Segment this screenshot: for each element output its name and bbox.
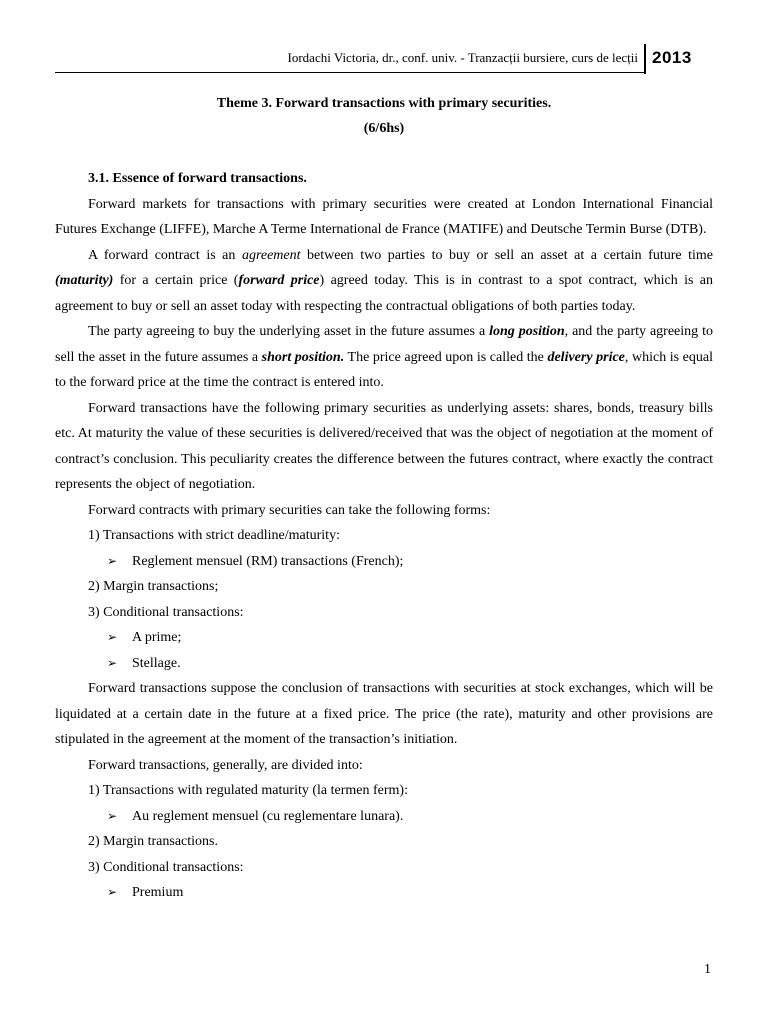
section-heading: 3.1. Essence of forward transactions. <box>88 171 307 186</box>
arrow-bullet-icon: ➢ <box>107 808 118 823</box>
running-title: Iordachi Victoria, dr., conf. univ. - Tranzacții bursiere, curs de lecții <box>287 50 638 65</box>
list-item: 1) Transactions with regulated maturity (la termen ferm): <box>88 783 408 798</box>
text-run: between two parties to buy or sell an asset at a certain future time <box>300 247 713 263</box>
header-year: 2013 <box>652 48 692 67</box>
list-item: 3) Conditional transactions: <box>88 604 244 620</box>
list-subitem-text: Stellage. <box>132 655 181 671</box>
text-run: , which is equal to the forward price at the time the contract is entered into. <box>55 349 713 390</box>
term-agreement: agreement <box>241 247 301 263</box>
list-item: 3) Conditional transactions: <box>88 859 244 875</box>
term-forward-price: forward price <box>238 273 320 288</box>
arrow-bullet-icon: ➢ <box>107 630 118 644</box>
text-run: The party agreeing to buy the underlying asset in the future assumes a <box>88 324 490 339</box>
list-subitem <box>107 651 713 677</box>
list-subitem <box>107 549 713 575</box>
term-long-position: long position <box>489 324 565 339</box>
list-item: 2) Margin transactions. <box>88 834 218 849</box>
text-run: ) agreed today. This is in contrast to a spot contract, which is an agreement to buy or sell an asset today with respecting the contractual obligations of both parties today. <box>55 273 714 314</box>
arrow-bullet-icon: ➢ <box>107 553 118 568</box>
term-short-position: short position. <box>261 349 345 365</box>
list-subitem <box>107 880 713 906</box>
list-item: 2) Margin transactions; <box>88 579 219 594</box>
term-maturity: (maturity) <box>55 273 114 288</box>
paragraph-1: Forward markets for transactions with primary securities were created at London International Financial Futures Exchange (LIFFE), Marche A Terme International de France (MATIFE) and Deutsche Termin Burse (DTB). <box>55 196 713 237</box>
document-subtitle: (6/6hs) <box>363 121 405 136</box>
header-divider <box>644 44 646 74</box>
text-run: The price agreed upon is called the <box>344 349 548 365</box>
document-title: Theme 3. Forward transactions with primary securities. <box>216 96 552 111</box>
list-subitem-text: A prime; <box>132 630 182 645</box>
list-subitem-text: Au reglement mensuel (cu reglementare lunara). <box>132 808 404 824</box>
paragraph-2 <box>55 243 713 320</box>
list-subitem-text: Reglement mensuel (RM) transactions (French); <box>132 553 404 569</box>
paragraph-4: Forward transactions have the following primary securities as underlying assets: shares, bonds, treasury bills etc. At maturity the value of these securities is delivered/received that was the object of negotiation at the moment of contract’s conclusion. This peculiarity creates the difference between the futures contract, where exactly the contract represents the object of negotiation. <box>55 400 713 492</box>
paragraph-6: Forward transactions suppose the conclusion of transactions with securities at stock exchanges, which will be liquidated at a certain date in the future at a fixed price. The price (the rate), maturity and other provisions are stipulated in the agreement at the moment of the transaction’s initiation. <box>55 681 713 747</box>
text-run: , and the party agreeing to sell the asset in the future assumes a <box>55 324 713 365</box>
paragraph-5: Forward contracts with primary securities can take the following forms: <box>88 502 491 518</box>
header-rule <box>55 72 645 73</box>
paragraph-3 <box>55 319 713 396</box>
page-header <box>0 44 768 76</box>
text-run: A forward contract is an <box>88 247 242 263</box>
list-subitem <box>107 804 713 830</box>
arrow-bullet-icon: ➢ <box>107 885 118 899</box>
document-body <box>55 166 713 906</box>
text-run: for a certain price ( <box>113 273 239 288</box>
list-subitem <box>107 625 713 651</box>
term-delivery-price: delivery price <box>547 349 625 365</box>
paragraph-7: Forward transactions, generally, are divided into: <box>88 757 363 773</box>
list-subitem-text: Premium <box>132 885 184 900</box>
list-item: 1) Transactions with strict deadline/maturity: <box>88 528 340 543</box>
page-number: 1 <box>704 962 711 977</box>
arrow-bullet-icon: ➢ <box>107 655 118 670</box>
